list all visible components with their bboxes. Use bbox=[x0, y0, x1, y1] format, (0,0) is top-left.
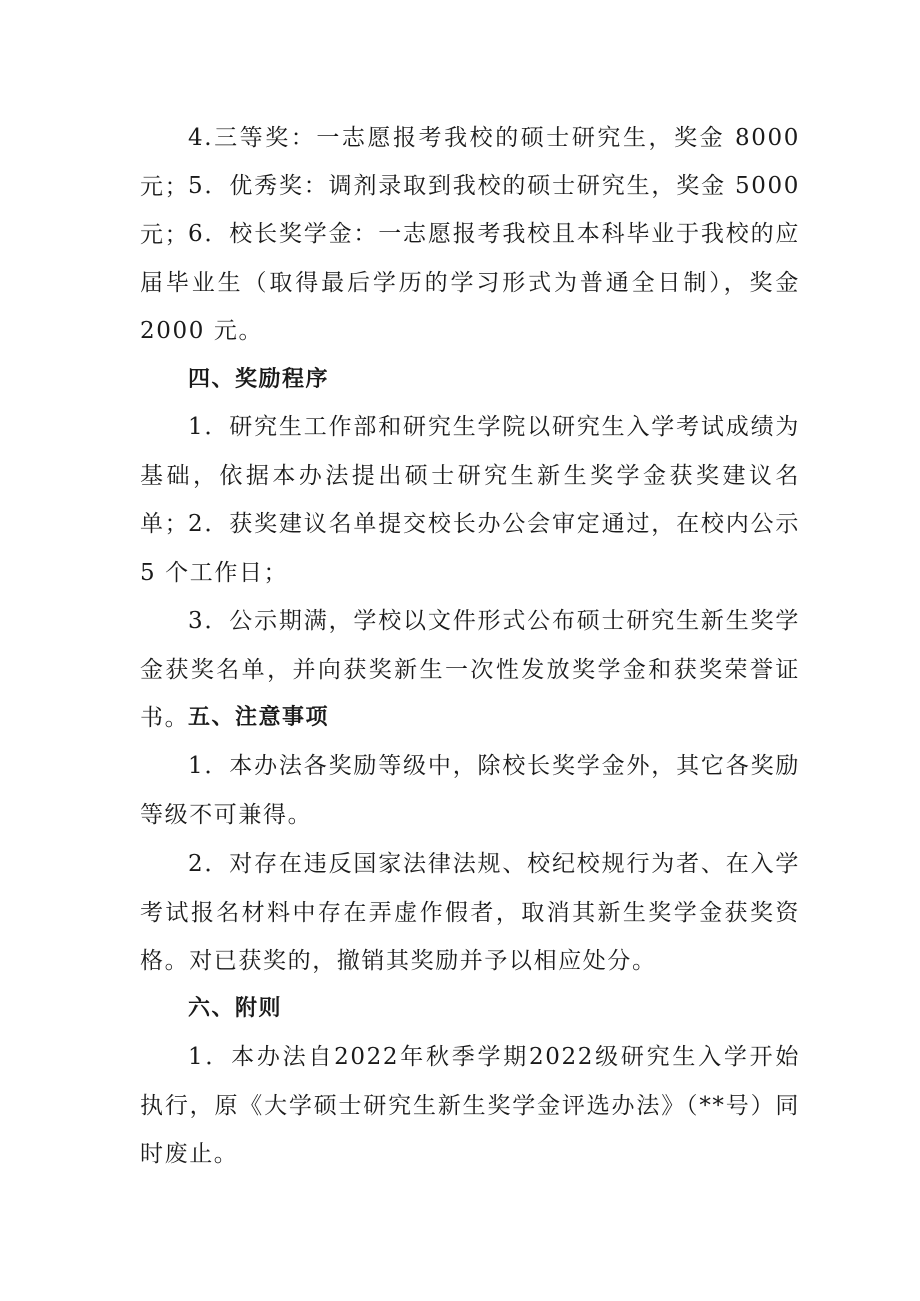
supplementary-item-1: 1．本办法自2022年秋季学期2022级研究生入学开始执行，原《大学硕士研究生新生奖学金评选办法》（**号）同时废止。 bbox=[140, 1044, 800, 1167]
award-item-excellence-prize: 5．优秀奖：调剂录取到我校的硕士研究生，奖金 5000 元； bbox=[140, 173, 800, 248]
notes-item-2: 2．对存在违反国家法律法规、校纪校规行为者、在入学考试报名材料中存在弄虚作假者，取消其新生奖学金获奖资格。对已获奖的，撤销其奖励并予以相应处分。 bbox=[140, 851, 800, 974]
award-item-president-scholarship: 6．校长奖学金：一志愿报考我校且本科毕业于我校的应届毕业生（取得最后学历的学习形式为普通全日制），奖金 2000 元。 bbox=[140, 221, 800, 344]
procedure-item-2: 2．获奖建议名单提交校长办公会审定通过，在校内公示 5 个工作日； bbox=[140, 511, 800, 586]
section-heading-notes: 五、注意事项 bbox=[188, 705, 330, 730]
procedure-item-3: 3．公示期满，学校以文件形式公布硕士研究生新生奖学金获奖名单，并向获奖新生一次性发放奖学金和获奖荣誉证书。 bbox=[140, 608, 800, 731]
section-heading-supplementary: 六、附则 bbox=[188, 996, 283, 1021]
award-item-third-prize: 4.三等奖：一志愿报考我校的硕士研究生，奖金 8000 元； bbox=[140, 125, 800, 200]
procedure-item-1: 1．研究生工作部和研究生学院以研究生入学考试成绩为基础，依据本办法提出硕士研究生新生奖学金获奖建议名单； bbox=[140, 414, 800, 537]
notes-item-1: 1．本办法各奖励等级中，除校长奖学金外，其它各奖励等级不可兼得。 bbox=[140, 753, 800, 828]
section-heading-procedure: 四、奖励程序 bbox=[188, 367, 330, 392]
